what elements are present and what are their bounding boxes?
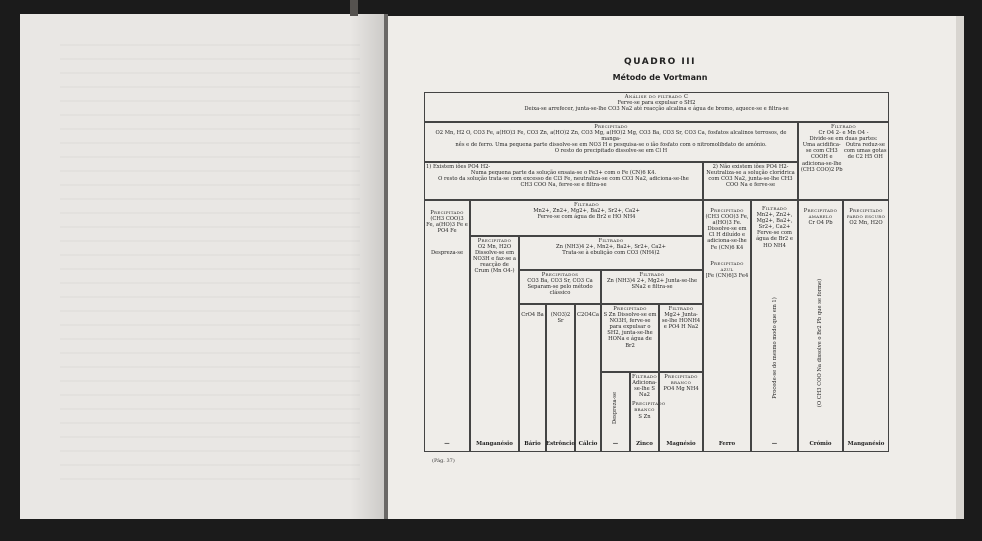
- filtrado-cr-b: Outra reduz-se com umas gotas de C2 H5 OH: [843, 142, 887, 161]
- prec-amarelo-head: Precipitado amarelo: [803, 208, 838, 221]
- label-dash-3: —: [771, 441, 778, 447]
- label-dash-2: —: [612, 441, 619, 447]
- filtrado-zn-head: Filtrado: [598, 238, 624, 244]
- procede-vertical-text: Procede-se do mesmo modo que em 1): [772, 297, 778, 399]
- prec-mg-body: PO4 Mg NH4: [663, 386, 699, 393]
- filtrado-zn-line2: Trata-se à ebulição com CO3 (NH4)2: [562, 250, 660, 257]
- analise-head: Análise do filtrado C: [624, 94, 689, 100]
- filtrado-zn2-body: Zn (NH3)4 2+, Mg2+ Junta-se-lhe SNa2 e filtra-se: [606, 278, 698, 291]
- prec-ba-cell: [519, 270, 601, 304]
- spine-strip: [350, 0, 358, 16]
- box2-line1: 2) Não existem iões PO4 H2-: [712, 164, 789, 170]
- box1-line3: O resto da solução trata-se com excesso de Cl3 Fe, neutraliza-se com CO3 Na2, adiciona-se-lhe: [438, 176, 689, 183]
- no3sr-cell: [546, 304, 575, 452]
- c2o4ca-text: C2O4Ca: [577, 312, 599, 318]
- prec-fe2-cell: [703, 200, 751, 452]
- label-ferro: Ferro: [718, 441, 736, 447]
- precipitado-main-line3: O resto do precipitado dissolve-se em Cl H: [554, 148, 668, 155]
- despreza-vertical-text: Despreza-se: [612, 391, 618, 425]
- box1-line1: 1) Existem iões PO4 H2-: [426, 164, 491, 170]
- filtrado-sna-head: Filtrado: [632, 374, 657, 380]
- prec-ba-body: CO3 Ba, CO3 Sr, CO3 Ca Separam-se pelo método clássico: [527, 278, 593, 297]
- filtrado-cr-a: Uma acidifica-se com CH3 COOH e adiciona-se-lhe (CH3 COO)2 Pb: [800, 142, 843, 173]
- filtrado-zn2-cell: [601, 270, 703, 304]
- method-title: Método de Vortmann: [612, 73, 708, 82]
- quadro-title: QUADRO III: [624, 57, 696, 67]
- prec-szn-body: S Zn Dissolve-se em NO3H, ferve-se para expulsar o SH2, junta-se-lhe HONa e água de Br2: [603, 312, 657, 349]
- filtrado-cr-cell: [798, 122, 889, 200]
- prec-pardo-body: O2 Mn, H2O: [849, 220, 883, 227]
- filtrado-mg-head: Filtrado: [668, 306, 694, 312]
- no3sr-text: (NO3)2 Sr: [550, 312, 571, 325]
- cromio-vertical-text: (O CH3 COO Na dissolve o Br2 Pb que se forme): [817, 278, 823, 408]
- prec-branco-szn-body: S Zn: [638, 413, 651, 420]
- filtrado-mg-body: Mg2+ Junta-se-lhe HONH4 e PO4 H Na2: [661, 312, 701, 331]
- analise-line1: Ferve-se para expulsar o SH2: [617, 100, 696, 107]
- label-calcio: Cálcio: [578, 441, 598, 447]
- label-estroncio: Estrôncio: [546, 441, 575, 447]
- prec-szn-cell: [601, 304, 659, 372]
- prec-pardo-cell: [843, 200, 889, 452]
- precipitado-main-cell: [424, 122, 798, 162]
- prec-ba-head: Precipitados: [541, 272, 579, 278]
- precipitado-main-head: Precipitado: [594, 124, 628, 130]
- filtrado-zn-cell: [519, 236, 703, 270]
- c2o4ca-cell: [575, 304, 601, 452]
- filtrado-big-head: Filtrado: [574, 202, 599, 208]
- box1-line4: CH3 COO Na, ferve-se e filtra-se: [520, 182, 607, 189]
- prec-mg-head: Precipitado branco: [664, 374, 698, 387]
- prec-fe2-head: Precipitado: [710, 208, 744, 214]
- filtrado-big-cell: [470, 200, 703, 236]
- label-magnesio: Magnésio: [666, 441, 696, 447]
- filtrado-cr-line2: Divide-se em duas partes:: [809, 136, 878, 143]
- prec-azul-head: Precipitado azul: [710, 260, 744, 273]
- box2-cell: [703, 162, 798, 200]
- prec-mg-cell: [659, 372, 703, 452]
- label-bario: Bário: [524, 441, 541, 447]
- cro4ba-cell: [519, 304, 546, 452]
- cro4ba-text: CrO4 Ba: [521, 312, 544, 318]
- prec-azul-body: [Fe (CN)6]3 Fe4: [705, 272, 749, 279]
- prec-pardo-head: Precipitado pardo escuro: [846, 208, 886, 221]
- box1-line2: Numa pequena parte da solução ensaia-se o Fe3+ com o Fe (CN)6 K4.: [470, 170, 657, 177]
- filtrado-big-line1: Mn2+, Zn2+, Mg2+, Ba2+, Sr2+, Ca2+: [533, 208, 640, 215]
- filtrado-cr-head: Filtrado: [831, 124, 856, 130]
- page-shadow: [350, 14, 384, 519]
- filtrado-zn-line1: Zn (NH3)4 2+, Mn2+, Ba2+, Sr2+, Ca2+: [555, 244, 667, 251]
- prec-branco-szn-head: Precipitado branco: [632, 401, 666, 414]
- despreza-se-1: Despreza-se: [430, 250, 464, 257]
- left-page: [20, 14, 385, 519]
- filtrado-sna-cell: [630, 372, 666, 452]
- prec-fe-head: Precipitado: [430, 210, 464, 216]
- filtrado-zn2-head: Filtrado: [639, 272, 665, 278]
- prec-fe-body: (CH3 COO)3 Fe, a(HO)3 Fe e PO4 Fe: [426, 216, 468, 235]
- filtrado-fe2-head: Filtrado: [762, 206, 787, 212]
- page-footer: (Pág. 37): [432, 458, 455, 464]
- box1-cell: [424, 162, 703, 200]
- precipitado-main-line2: nês e de ferro. Uma pequena parte dissolve-se em NO3 H e pesquisa-se o ião fosfato com o nitromolibdato de amónio.: [455, 142, 767, 149]
- prec-fe-cell: [424, 200, 470, 452]
- prec-szn-head: Precipitado: [613, 306, 647, 312]
- box2-line2: Neutraliza-se a solução clorídrica com CO3 Na2, junta-se-lhe CH3 COO Na e ferve-se: [706, 170, 795, 189]
- label-manganesio: Manganésio: [476, 441, 513, 447]
- label-zinco: Zinco: [636, 441, 653, 447]
- page-edge: [956, 16, 964, 519]
- prec-mn-head: Precipitado: [477, 238, 512, 244]
- label-cromio: Crómio: [809, 441, 832, 447]
- filtrado-mg-cell: [659, 304, 703, 372]
- analise-line2: Deixa-se arrefecer, junta-se-lhe CO3 Na2 até reacção alcalina e água de bromo, aquece-se e filtra-se: [524, 106, 789, 113]
- filtrado-cr-line1: Cr O4 2- e Mn O4 -: [818, 130, 869, 137]
- label-manganesio-2: Manganésio: [847, 441, 885, 447]
- filtrado-sna-body: Adiciona-se-lhe S Na2: [632, 380, 657, 399]
- prec-mn-body: O2 Mn, H2O Dissolve-se em NO3H e faz-se a reacção de Crum (Mn O4-): [473, 244, 516, 275]
- label-dash-1: —: [444, 441, 450, 447]
- precipitado-main-line1: O2 Mn, H2 O, CO3 Fe, a(HO)3 Fe, CO3 Zn, a(HO)2 Zn, CO3 Mg, a(HO)2 Mg, CO3 Ba, CO3 Sr, CO3 Ca, fosfatos alcalinos terrosos, de manga-: [435, 130, 787, 143]
- bleed-through-text: [60, 44, 360, 484]
- prec-fe2-body: (CH3 COO)3 Fe, a(HO)3 Fe. Dissolve-se em Cl H diluído e adiciona-se-lhe Fe (CN)6 K4: [705, 214, 749, 251]
- analise-cell: [424, 92, 889, 122]
- filtrado-big-line2: Ferve-se com água de Br2 e HO NH4: [537, 214, 636, 221]
- prec-mn-cell: [470, 236, 519, 452]
- prec-amarelo-body: Cr O4 Pb: [808, 220, 833, 227]
- filtrado-fe2-body: Mn2+, Zn2+, Mg2+, Ba2+, Sr2+, Ca2+ Ferve-se com água de Br2 e HO NH4: [756, 212, 793, 249]
